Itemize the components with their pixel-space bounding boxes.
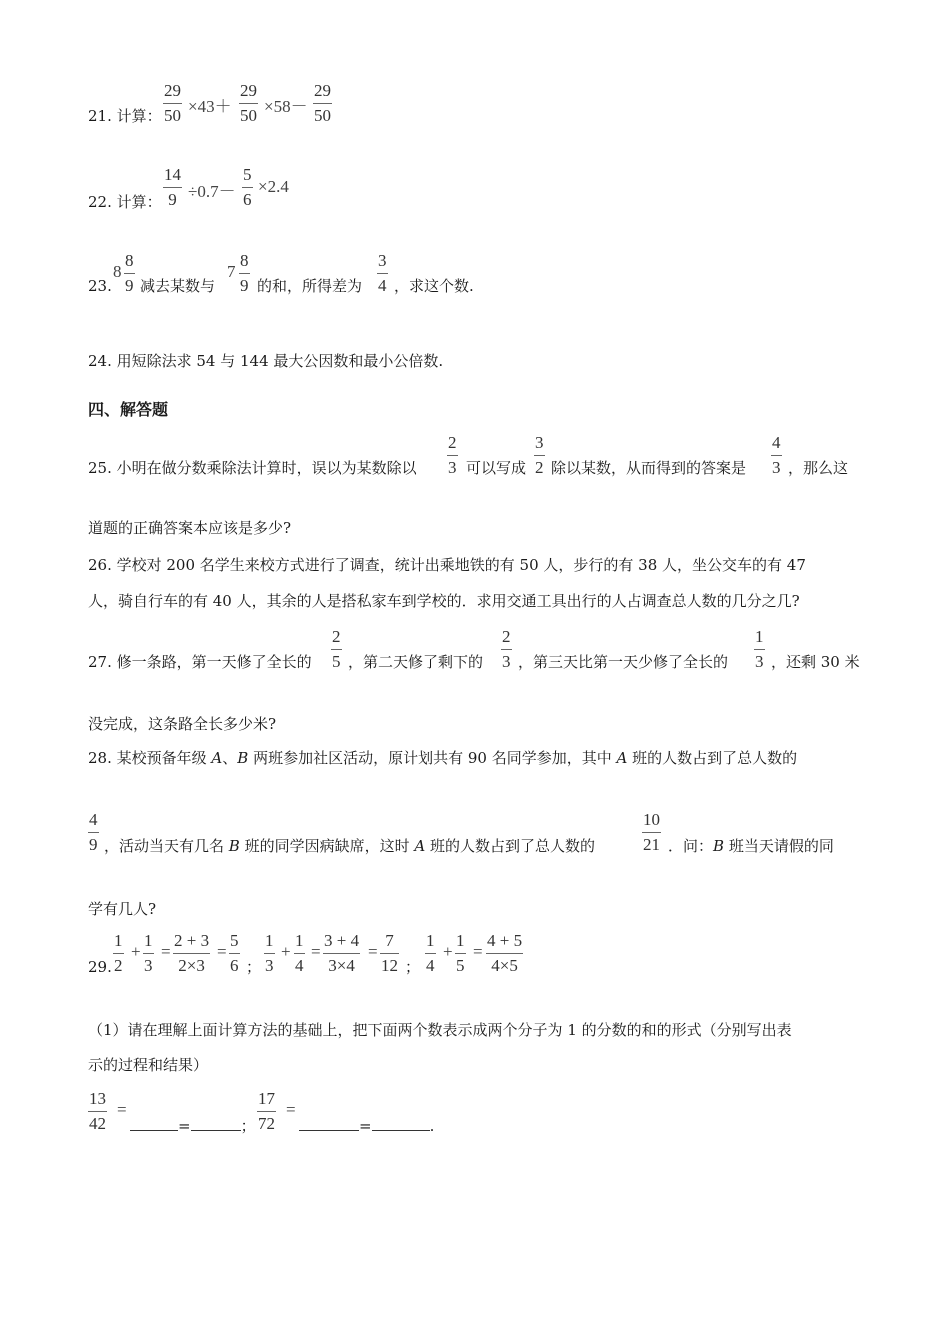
q29-e1-eq1: = [161, 942, 171, 961]
q28-line-2-end: ．问：B 班当天请假的同 [668, 837, 834, 855]
q29-e3-a: 1 4 [426, 931, 435, 975]
q29-e1-eq2: = [217, 942, 227, 961]
q28-fraction-2: 10 21 [643, 810, 660, 854]
q21-fraction-2: 29 50 [240, 81, 257, 125]
answer-blank[interactable] [191, 1115, 241, 1131]
q29-e1-plus: + [131, 942, 141, 961]
q27-fraction-1: 2 5 [332, 627, 341, 671]
q23-text-1: 减去某数与 [140, 277, 216, 295]
q29-e1-d: 5 6 [230, 931, 239, 975]
q29-e2-eq1: = [311, 942, 321, 961]
q22-op-1: ÷0.7－ [188, 182, 236, 201]
q21-fraction-1: 29 50 [164, 81, 181, 125]
q29-e2-eq2: = [368, 942, 378, 961]
q29-e1-b: 1 3 [144, 931, 153, 975]
q22-fraction-1: 14 9 [164, 165, 181, 209]
q28-line-3: 学有几人? [88, 900, 157, 918]
q21-op-1: ×43＋ [188, 97, 232, 116]
q22-fraction-2: 5 6 [243, 165, 252, 209]
q29-sub1-line-2: 示的过程和结果） [88, 1056, 209, 1074]
q29-e3-eq1: = [473, 942, 483, 961]
q28-fraction-1: 4 9 [89, 810, 98, 854]
q29-e3-plus: + [443, 942, 453, 961]
q29-ans-eq-2: = [286, 1100, 296, 1119]
q29-e3-c: 4 + 5 4×5 [487, 931, 523, 975]
q26-line-1: 26. 学校对 200 名学生来校方式进行了调查，统计出乘地铁的有 50 人，步行的有 38 人，坐公交车的有 47 [88, 556, 806, 574]
q24-text: 24. 用短除法求 54 与 144 最大公因数和最小公倍数. [88, 352, 444, 370]
q29-e1-a: 1 2 [114, 931, 123, 975]
q21-op-2: ×58－ [264, 97, 308, 116]
answer-blank[interactable] [130, 1115, 178, 1131]
q29-sub1-line-1: （1）请在理解上面计算方法的基础上，把下面两个数表示成两个分子为 1 的分数的和的形式（分别写出表 [88, 1021, 792, 1039]
q22-op-2: ×2.4 [258, 177, 289, 196]
q27-line-2: 没完成，这条路全长多少米? [88, 715, 277, 733]
q29-e1-c: 2 + 3 2×3 [174, 931, 210, 975]
q21-label: 21. 计算： [88, 107, 162, 125]
q28-line-1: 28. 某校预备年级 A、B 两班参加社区活动，原计划共有 90 名同学参加，其中 A 班的人数占到了总人数的 [88, 749, 798, 767]
q23-text-2: 的和，所得差为 [257, 277, 363, 295]
q25-text-3: 除以某数，从而得到的答案是 [551, 459, 747, 477]
q27-text-3: ，第三天比第一天少修了全长的 [518, 653, 729, 671]
q29-e2-a: 1 3 [265, 931, 274, 975]
q27-text-4: ，还剩 30 米 [771, 653, 860, 671]
q25-line-2: 道题的正确答案本应该是多少? [88, 519, 292, 537]
q23-fraction-3: 3 4 [378, 251, 387, 295]
q27-fraction-2: 2 3 [502, 627, 511, 671]
q29-ans-blanks-2: = . [299, 1115, 434, 1136]
q23-fraction-1: 8 9 [125, 251, 134, 295]
q25-text-4: ，那么这 [788, 459, 849, 477]
q25-fraction-1: 2 3 [448, 433, 457, 477]
q29-e2-plus: + [281, 942, 291, 961]
q23-fraction-2: 8 9 [240, 251, 249, 295]
q29-ans-eq-1: = [117, 1100, 127, 1119]
q29-label: 29. [88, 958, 112, 976]
q29-ans-fraction-1: 13 42 [89, 1089, 106, 1133]
q29-ans-blanks-1: = ； [130, 1115, 256, 1136]
q26-line-2: 人，骑自行车的有 40 人，其余的人是搭私家车到学校的．求用交通工具出行的人占调查总人数的几分之几? [88, 592, 800, 610]
q29-e2-sep: ； [405, 958, 421, 976]
q23-whole-2: 7 [227, 262, 236, 281]
q23-label: 23. [88, 277, 112, 295]
q25-text-1: 25. 小明在做分数乘除法计算时，误以为某数除以 [88, 459, 417, 477]
q22-label: 22. 计算： [88, 193, 162, 211]
q28-line-2: ，活动当天有几名 B 班的同学因病缺席，这时 A 班的人数占到了总人数的 [104, 837, 595, 855]
q27-text-2: ，第二天修了剩下的 [348, 653, 484, 671]
q27-fraction-3: 1 3 [755, 627, 764, 671]
answer-blank[interactable] [299, 1115, 359, 1131]
q21-fraction-3: 29 50 [314, 81, 331, 125]
q29-e2-b: 1 4 [295, 931, 304, 975]
q29-ans-fraction-2: 17 72 [258, 1089, 275, 1133]
q25-fraction-2: 3 2 [535, 433, 544, 477]
q29-e1-sep: ； [246, 958, 262, 976]
q25-text-2: 可以写成 [466, 459, 527, 477]
q27-text-1: 27. 修一条路，第一天修了全长的 [88, 653, 312, 671]
q29-e2-c: 3 + 4 3×4 [324, 931, 360, 975]
section-heading: 四、解答题 [88, 400, 169, 419]
q29-e2-d: 7 12 [381, 931, 398, 975]
q23-text-3: ，求这个数. [394, 277, 474, 295]
q23-whole-1: 8 [113, 262, 122, 281]
answer-blank[interactable] [372, 1115, 430, 1131]
q25-fraction-3: 4 3 [772, 433, 781, 477]
q29-e3-b: 1 5 [456, 931, 465, 975]
